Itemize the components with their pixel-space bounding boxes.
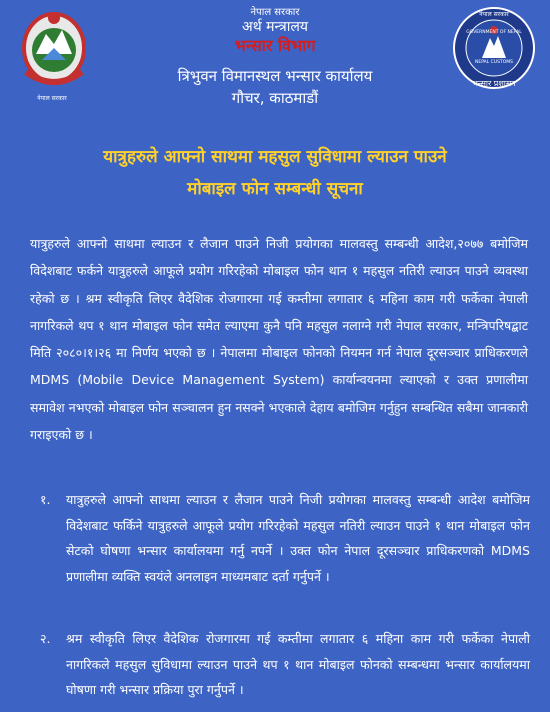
list-item-number: १. <box>40 492 51 507</box>
notice-title-line-2: मोबाइल फोन सम्बन्धी सूचना <box>187 179 363 199</box>
office-address: गौचर, काठमाडौं <box>231 89 319 107</box>
notice-title-line-1: यात्रुहरुले आफ्नो साथमा महसुल सुविधामा ल्याउन पाउने <box>103 147 447 167</box>
list-item-text: यात्रुहरुले आफ्नो साथमा ल्याउन र लैजान पाउने निजी प्रयोगका मालवस्तु सम्बन्धी आदेश बमोजिम विदेशबाट फर्किने यात्रुहरुले आफूले प्रयोग गरिरहेको महसुल नतिरी ल्याउन पाउने १ थान मोबाइल फोन सेटको घोषणा भन्सार कार्यालयमा गर्नु नपर्ने । उक्त फोन नेपाल दूरसञ्चार प्राधिकरणको MDMS प्रणालीमा व्यक्ति स्वयंले अनलाइन माध्यमबाट दर्ता गर्नुपर्ने । <box>66 492 530 584</box>
left-emblem-caption: नेपाल सरकार <box>37 95 67 102</box>
right-emblem-text-top: नेपाल सरकार <box>479 11 509 18</box>
list-item-text: श्रम स्वीकृति लिएर वैदेशिक रोजगारमा गई कम्तीमा लगातार ६ महिना काम गरी फर्केका नेपाली नागरिकले महसुल सुविधामा ल्याउन पाउने थप १ थान मोबाइल फोनको सम्बन्धमा भन्सार कार्यालयमा घोषणा गरी भन्सार प्रक्रिया पुरा गर्नुपर्ने । <box>66 631 530 697</box>
department-label: भन्सार विभाग <box>234 36 316 55</box>
list-item-number: २. <box>40 631 51 646</box>
notice-intro-paragraph: यात्रुहरुले आफ्नो साथमा ल्याउन र लैजान पाउने निजी प्रयोगका मालवस्तु सम्बन्धी आदेश,२०७७ बमोजिम विदेशबाट फर्कने यात्रुहरुले आफूले प्रयोग गरिरहेको मोबाइल फोन थान १ महसुल नतिरी ल्याउन पाउने व्यवस्था रहेको छ । श्रम स्वीकृति लिएर वैदेशिक रोजगारमा गई कम्तीमा लगातार ६ महिना काम गरी फर्केका नेपाली नागरिकले थप १ थान मोबाइल फोन समेत ल्याएमा कुनै पनि महसुल नलाग्ने गरी नेपाल सरकार, मन्त्रिपरिषद्बाट मिति २०८०।१।२६ मा निर्णय भएको छ । नेपालमा मोबाइल फोनको नियमन गर्न नेपाल दूरसञ्चार प्राधिकरणले MDMS (Mobile Device Management System) कार्यान्वयनमा ल्याएको र उक्त प्रणालीमा समावेश नभएको मोबाइल फोन सञ्चालन हुन नसक्ने भएकाले देहाय बमोजिम गर्नुहुन सम्बन्धित सबैमा जानकारी गराइएको छ । <box>30 236 528 443</box>
notice-header <box>0 0 550 120</box>
right-emblem-text-bottom: NEPAL CUSTOMS <box>475 60 513 65</box>
ministry-label: अर्थ मन्त्रालय <box>242 19 308 35</box>
nepal-coat-of-arms-emblem <box>14 8 94 98</box>
office-name: त्रिभुवन विमानस्थल भन्सार कार्यालय <box>177 67 373 85</box>
government-label: नेपाल सरकार <box>250 7 300 18</box>
right-emblem-footer: भन्सार प्रशासन <box>472 79 516 88</box>
right-emblem-ring-text: GOVERNMENT OF NEPAL <box>466 30 522 35</box>
